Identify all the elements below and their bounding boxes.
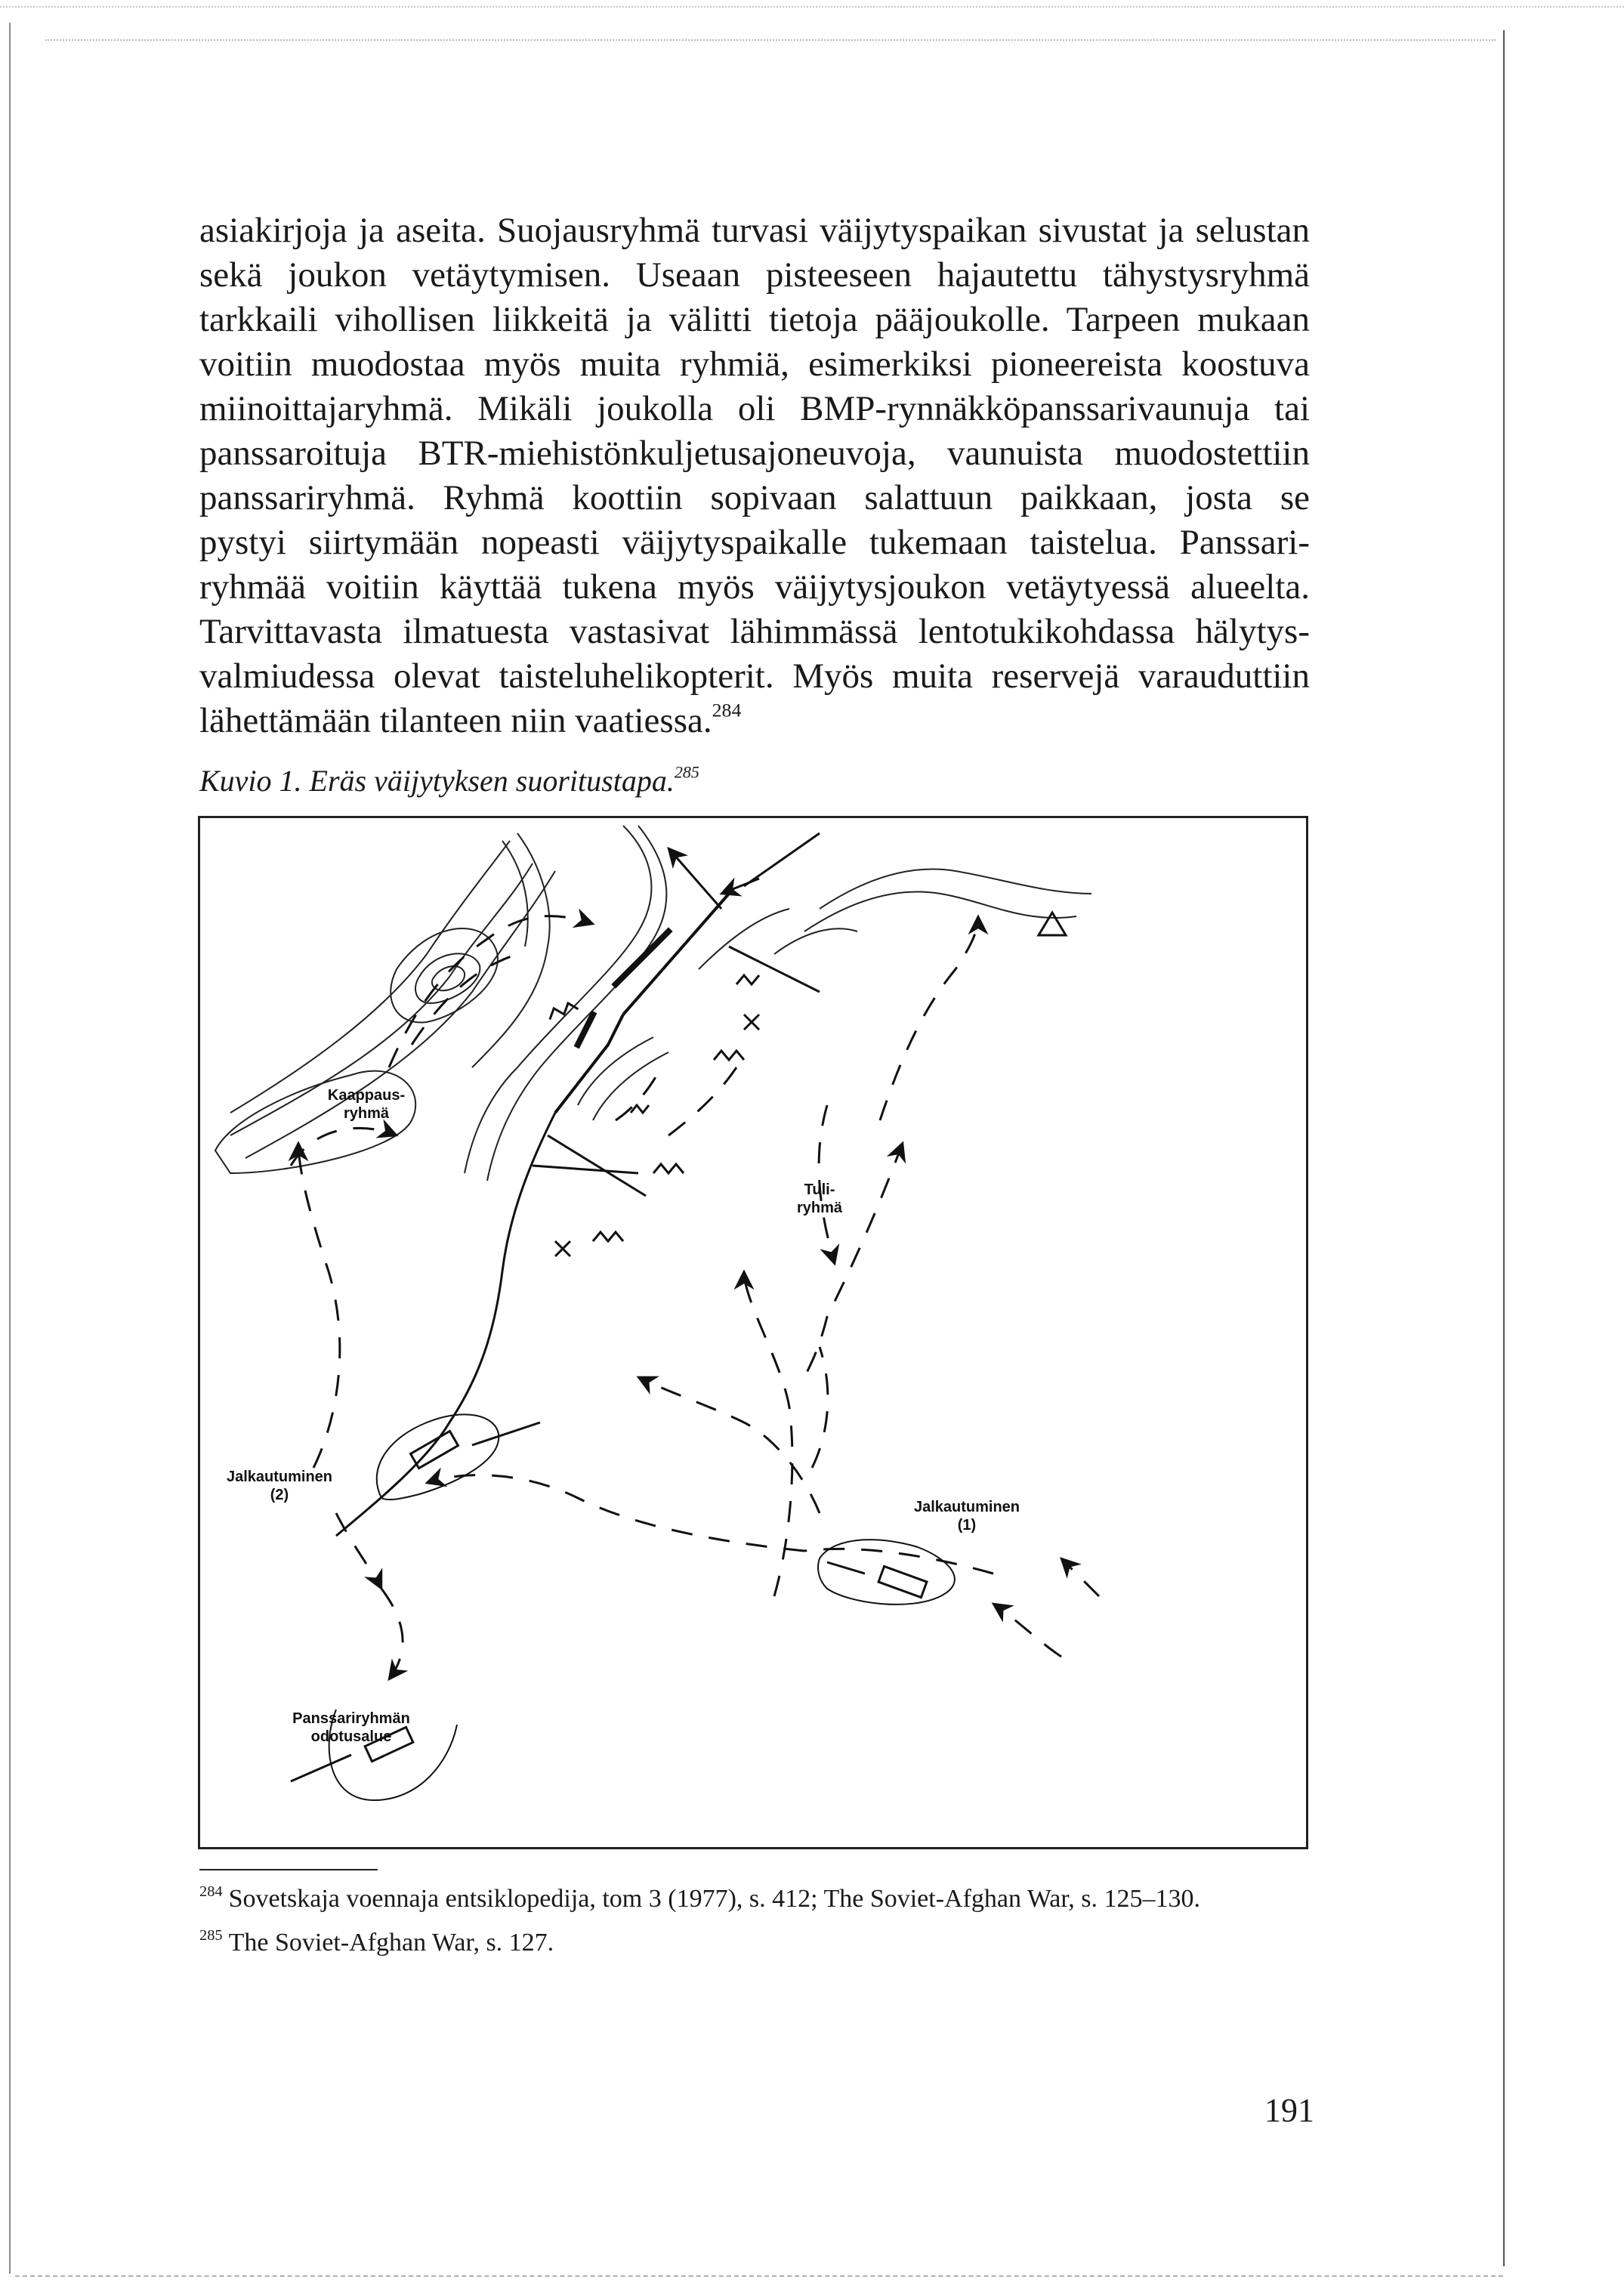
label-kaappausryhma — [313, 1086, 419, 1123]
body-line: voitiin muodostaa myös muita ryhmiä, esimerkiksi pioneereista koostuva — [199, 344, 1310, 384]
body-line: sekä joukon vetäytymisen. Useaan pisteeseen hajautettu tähystysryhmä — [199, 255, 1310, 295]
label-line: (2) — [270, 1487, 289, 1503]
scan-edge-top — [0, 6, 1624, 8]
road-upper — [623, 894, 729, 1015]
footnote-ref-284[interactable]: 284 — [712, 699, 742, 721]
command-post-symbols — [555, 1015, 759, 1256]
footnote-separator — [199, 1869, 378, 1870]
footnote-ref-285[interactable]: 285 — [674, 762, 699, 782]
ambush-positions — [547, 975, 759, 1241]
body-line: Tarvittavasta ilmatuesta vastasivat lähimmässä lentotukikohdassa hälytys- — [199, 612, 1310, 651]
figure-caption — [199, 763, 699, 798]
body-line: pystyi siirtymään nopeasti väijytyspaikalle tukemaan taistelua. Panssari- — [199, 523, 1310, 562]
body-line: miinoittajaryhmä. Mikäli joukolla oli BMP-rynnäkköpanssarivaunuja tai — [199, 389, 1310, 428]
label-line: Tuli- — [804, 1181, 835, 1198]
road-lower — [336, 1113, 555, 1536]
footnote-284 — [199, 1884, 1200, 1914]
figure-caption-text: Kuvio 1. Eräs väijytyksen suoritustapa. — [199, 764, 675, 798]
label-line: Jalkautuminen — [226, 1469, 333, 1485]
label-line: Panssariryhmän — [292, 1710, 410, 1727]
ambush-diagram-drawing — [200, 818, 1306, 1847]
column-vehicles — [616, 931, 668, 984]
assault-arrows — [533, 848, 820, 1196]
label-tuliryhma — [782, 1181, 857, 1217]
footnote-number: 284 — [199, 1883, 223, 1900]
scan-top-line — [45, 39, 1496, 41]
footnote-text: Sovetskaja voennaja entsiklopedija, tom 3 (1977), s. 412; The Soviet-Afghan War, s. 125–130. — [228, 1885, 1201, 1913]
footnote-text: The Soviet-Afghan War, s. 127. — [228, 1929, 554, 1957]
ambush-diagram — [198, 816, 1308, 1849]
label-line: odotusalue — [310, 1728, 392, 1745]
body-line: asiakirjoja ja aseita. Suojausryhmä turvasi väijytyspaikan sivustat ja selustan — [199, 211, 1310, 250]
label-jalkautuminen-2 — [208, 1468, 351, 1504]
road-upper-end — [744, 833, 820, 886]
body-line: panssariryhmä. Ryhmä koottiin sopivaan salattuun paikkaan, josta se — [199, 478, 1310, 517]
scan-edge-bottom — [15, 2275, 1503, 2277]
scan-edge-right — [1503, 30, 1505, 2266]
body-line-last — [199, 699, 1310, 743]
label-line: Jalkautuminen — [913, 1499, 1020, 1515]
label-line: Kaappaus- — [327, 1087, 406, 1104]
body-line: panssaroituja BTR-miehistönkuljetusajoneuvoja, vaunuista muodostettiin — [199, 434, 1310, 473]
scan-edge-left — [9, 23, 11, 2274]
terrain-contours — [215, 826, 1091, 1181]
page-number: 191 — [1264, 2092, 1314, 2129]
body-line: tarkkaili vihollisen liikkeitä ja välitti tietoja pääjoukolle. Tarpeen mukaan — [199, 300, 1310, 339]
label-panssariryhman-odotusalue — [268, 1710, 434, 1746]
movement-routes — [291, 916, 1099, 1679]
label-line: (1) — [957, 1517, 977, 1534]
body-paragraph — [199, 208, 1310, 743]
footnote-number: 285 — [199, 1926, 223, 1944]
footnote-285 — [199, 1928, 554, 1958]
body-line: valmiudessa olevat taisteluhelikopterit. Myös muita reservejä varauduttiin — [199, 656, 1310, 696]
label-line: ryhmä — [343, 1105, 390, 1122]
body-line-text: lähettämään tilanteen niin vaatiessa. — [199, 701, 712, 740]
label-line: ryhmä — [796, 1200, 843, 1216]
body-line: ryhmää voitiin käyttää tukena myös väijytysjoukon vetäytyessä alueelta. — [199, 567, 1310, 607]
label-jalkautuminen-1 — [895, 1498, 1039, 1534]
observation-post-triangle — [1039, 913, 1066, 935]
